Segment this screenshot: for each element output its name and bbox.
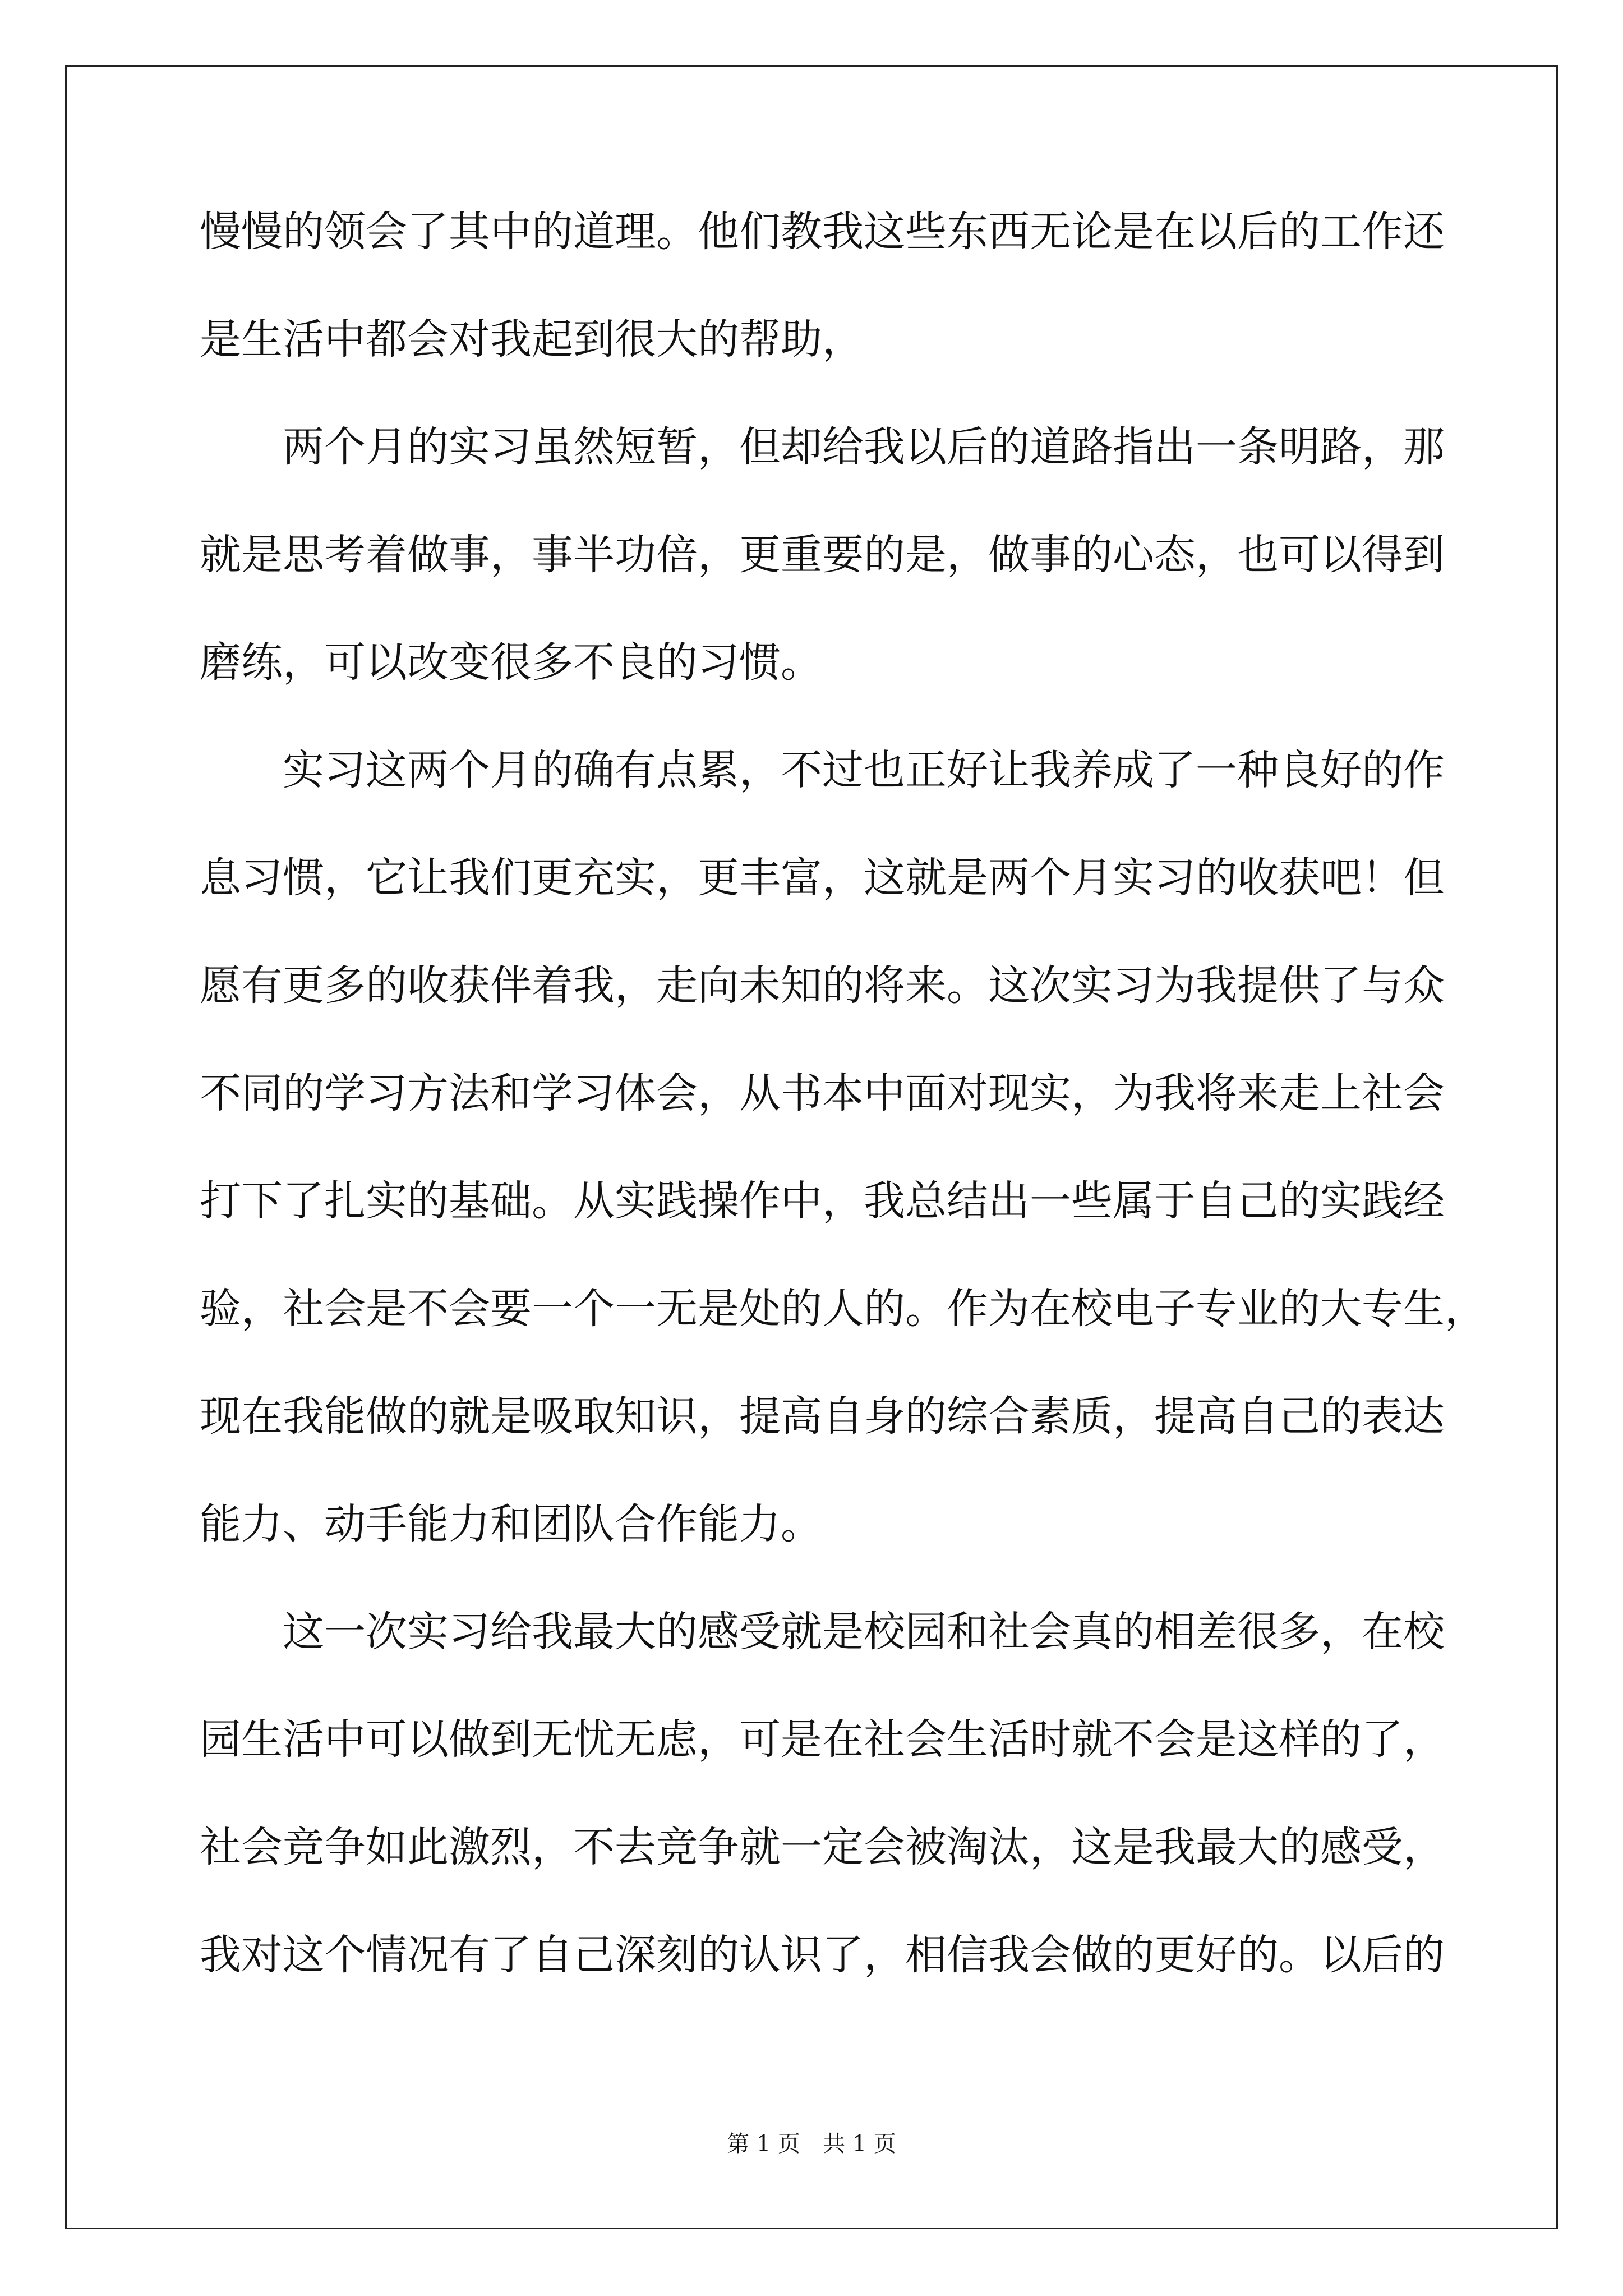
text-line: 愿有更多的收获伴着我，走向未知的将来。这次实习为我提供了与众 xyxy=(200,961,1445,1010)
text-line: 我对这个情况有了自己深刻的认识了，相信我会做的更好的。以后的 xyxy=(200,1931,1445,1979)
text-line: 园生活中可以做到无忧无虑，可是在社会生活时就不会是这样的了， xyxy=(200,1715,1445,1764)
text-line: 实习这两个月的确有点累，不过也正好让我养成了一种良好的作 xyxy=(283,746,1445,794)
text-line: 就是思考着做事，事半功倍，更重要的是，做事的心态，也可以得到 xyxy=(200,531,1445,579)
text-line: 两个月的实习虽然短暂，但却给我以后的道路指出一条明路，那 xyxy=(283,423,1445,471)
text-line: 能力、动手能力和团队合作能力。 xyxy=(200,1500,822,1548)
text-line: 息习惯，它让我们更充实，更丰富，这就是两个月实习的收获吧！但 xyxy=(200,854,1445,902)
document-body xyxy=(200,208,1486,2042)
text-line: 慢慢的领会了其中的道理。他们教我这些东西无论是在以后的工作还 xyxy=(200,208,1445,256)
text-line: 打下了扎实的基础。从实践操作中，我总结出一些属于自己的实践经 xyxy=(200,1177,1445,1225)
page-number-footer: 第 1 页 共 1 页 xyxy=(727,2131,896,2157)
text-line: 是生活中都会对我起到很大的帮助， xyxy=(200,315,864,364)
text-line: 不同的学习方法和学习体会，从书本中面对现实，为我将来走上社会 xyxy=(200,1069,1445,1117)
text-line: 磨练，可以改变很多不良的习惯。 xyxy=(200,638,822,687)
text-line: 验，社会是不会要一个一无是处的人的。作为在校电子专业的大专生， xyxy=(200,1285,1486,1333)
text-line: 这一次实习给我最大的感受就是校园和社会真的相差很多，在校 xyxy=(283,1608,1445,1656)
text-line: 社会竞争如此激烈，不去竞争就一定会被淘汰，这是我最大的感受， xyxy=(200,1823,1445,1871)
text-line: 现在我能做的就是吸取知识，提高自身的综合素质，提高自己的表达 xyxy=(200,1392,1445,1441)
